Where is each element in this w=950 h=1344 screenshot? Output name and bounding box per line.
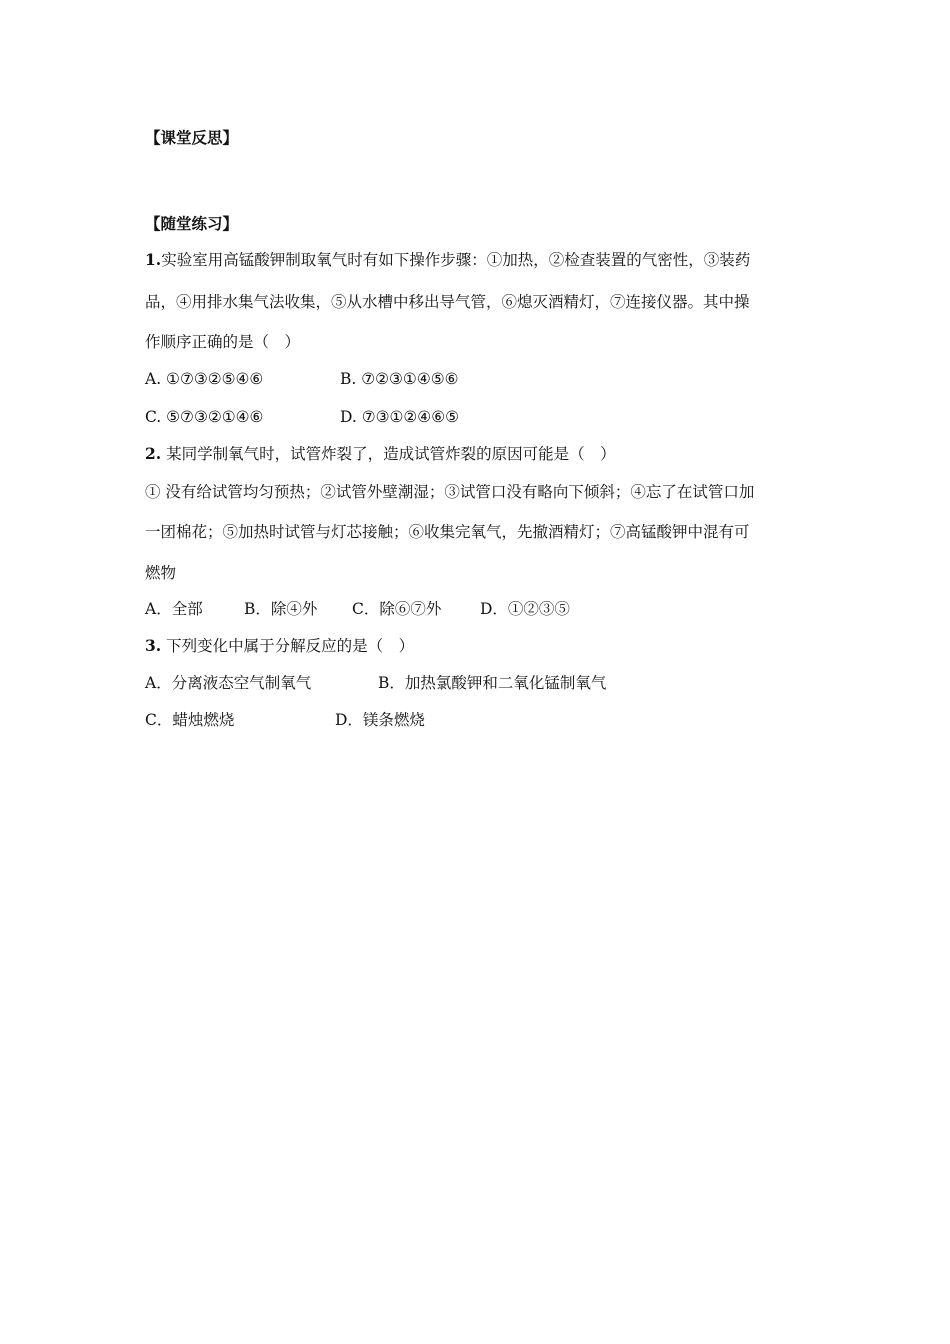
question-1-line-1	[145, 249, 750, 271]
question-2-line-2: ① 没有给试管均匀预热；②试管外壁潮湿；③试管口没有略向下倾斜；④忘了在试管口加	[145, 483, 755, 501]
question-2-option-a: A．全部	[145, 600, 203, 618]
question-2-option-d: D．①②③⑤	[480, 600, 570, 618]
question-2-text: 某同学制氧气时，试管炸裂了，造成试管炸裂的原因可能是（ ）	[161, 445, 616, 463]
question-2-option-b: B．除④外	[244, 600, 318, 618]
question-1-option-d: D. ⑦③①②④⑥⑤	[340, 408, 459, 426]
question-3-number: 3.	[145, 636, 162, 655]
question-1-option-c: C. ⑤⑦③②①④⑥	[145, 408, 264, 426]
question-1-option-a: A. ①⑦③②⑤④⑥	[145, 370, 264, 388]
question-3-option-d: D．镁条燃烧	[335, 711, 425, 729]
section-heading-reflection: 【课堂反思】	[145, 128, 239, 147]
question-3-line-1	[145, 635, 414, 657]
question-2-option-c: C．除⑥⑦外	[352, 600, 442, 618]
question-1-line-3: 作顺序正确的是（ ）	[145, 333, 301, 351]
question-3-option-c: C．蜡烛燃烧	[145, 711, 235, 729]
question-1-number: 1.	[145, 250, 162, 269]
question-2-line-3: 一团棉花；⑤加热时试管与灯芯接触；⑥收集完氧气，先撤酒精灯；⑦高锰酸钾中混有可	[145, 523, 750, 541]
question-1-text: 实验室用高锰酸钾制取氧气时有如下操作步骤：①加热，②检查装置的气密性，③装药	[161, 251, 751, 269]
question-2-line-4: 燃物	[145, 564, 177, 582]
question-3-option-b: B．加热氯酸钾和二氧化锰制氧气	[378, 674, 607, 692]
question-2-number: 2.	[145, 444, 162, 463]
question-3-option-a: A．分离液态空气制氧气	[145, 674, 312, 692]
question-1-option-b: B. ⑦②③①④⑤⑥	[340, 370, 459, 388]
question-1-line-2: 品，④用排水集气法收集，⑤从水槽中移出导气管，⑥熄灭酒精灯，⑦连接仪器。其中操	[145, 293, 750, 311]
question-3-text: 下列变化中属于分解反应的是（ ）	[161, 637, 415, 655]
question-2-line-1	[145, 443, 616, 465]
section-heading-practice: 【随堂练习】	[145, 214, 239, 233]
